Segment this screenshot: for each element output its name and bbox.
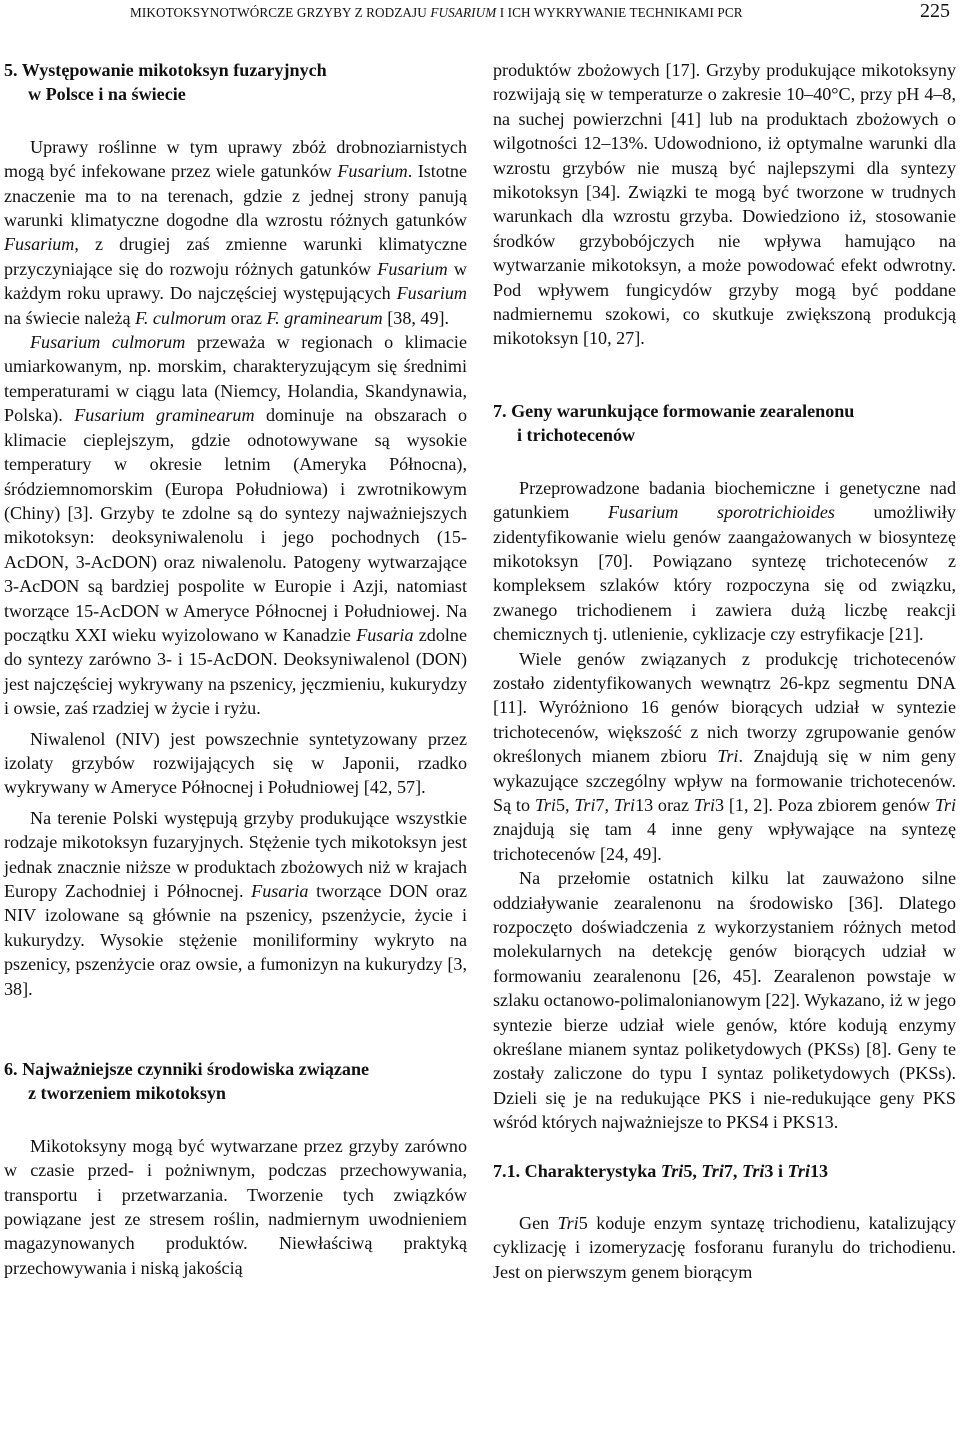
page-number: 225 (920, 0, 950, 22)
section-number: 5. (4, 60, 18, 80)
section-title-line: Najważniejsze czynniki środowiska związane (22, 1059, 370, 1080)
section-6-heading (4, 1057, 467, 1106)
section-number: 7.1. (493, 1160, 521, 1181)
running-title-part: I ICH WYKRYWANIE TECHNIKAMI PCR (496, 5, 743, 20)
section-title-line: Geny warunkujące formowanie zearalenonu (511, 400, 855, 421)
paragraph: Przeprowadzone badania biochemiczne i genetyczne nad gatunkiem Fusarium sporotrichioides umożliwiły zidentyfikowanie wielu genów zaangażowanych w biosyntezę mikotoksyn [70]. Powiązano syntezę trichotecenów z kompleksem szlaków który rozpoczyna się od związku, zwanego trichodienem i zawiera dużą liczbę reakcji chemicznych tj. utlenienie, cyklizacje czy estryfikacje [21]. (493, 477, 956, 645)
paragraph: Gen Tri5 koduje enzym syntazę trichodienu, katalizujący cyklizację i izomeryzację fosforanu furanylu do trichodienu. Jest on pierwszym genem biorącym (493, 1213, 956, 1282)
section-title-line: i trichotecenów (517, 425, 636, 446)
section-title-line: z tworzeniem mikotoksyn (28, 1083, 226, 1104)
paragraph: Mikotoksyny mogą być wytwarzane przez grzyby zarówno w czasie przed- i pożniwnym, podczas przechowywania, transportu i przetwarzania. Tworzenie tych związków powiązane jest ze stresem roślin, nadmiernym uwodnieniem magazynowanych produktów. Niewłaściwą praktyką przechowywania i niską jakością (4, 1135, 467, 1278)
running-title (130, 5, 743, 21)
section-title-line: Występowanie mikotoksyn fuzaryjnych (21, 60, 327, 80)
paragraph: Na przełomie ostatnich kilku lat zauważono silne oddziaływanie zearalenonu na środowisko [36]. Dlatego rozpoczęto doświadczenia z wykorzystaniem różnych metod molekularnych na detekcję genów biorących udział w formowaniu zearalenonu [26, 45]. Zearalenon powstaje w szlaku octanowo-polimalonianowym [22]. Wykazano, iż w jego syntezie bierze udział wiele genów, które kodują enzymy określane mianem syntaz poliketydowych (PKSs) [8]. Geny te zostały zaliczone do typu I syntaz poliketydowych (PKSs). Dzieli się je na redukujące PKS i nie-redukujące geny PKS wśród których najważniejsze to PKS4 i PKS13. (493, 868, 956, 1133)
paragraph: Uprawy roślinne w tym uprawy zbóż drobnoziarnistych mogą być infekowane przez wiele gatunków Fusarium. Istotne znaczenie ma to na terenach, gdzie z jednej strony panują warunki klimatyczne dogodne dla wzrostu różnych gatunków Fusarium, z drugiej zaś zmienne warunki klimatyczne przyczyniające się do rozwoju różnych gatunków Fusarium w każdym roku uprawy. Do najczęściej występujących Fusarium na świecie należą F. culmorum oraz F. graminearum [38, 49]. (4, 136, 468, 328)
section-7-1-heading: 7.1. Charakterystyka Tri5, Tri7, Tri3 i Tri13 (493, 1160, 829, 1181)
paragraph: Wiele genów związanych z produkcję trichotecenów zostało zidentyfikowanych wewnątrz 26-kpz segmentu DNA [11]. Wyróżniono 16 genów biorących udział w syntezie trichotecenów, większość z nich tworzy zgrupowanie genów określonych mianem zbioru Tri. Znajdują się w nim geny wykazujące szczególny wpływ na formowanie trichotecenów. Są to Tri5, Tri7, Tri13 oraz Tri3 [1, 2]. Poza zbiorem genów Tri znajdują się tam 4 inne geny wpływające na syntezę trichotecenów [24, 49]. (493, 648, 957, 864)
section-number: 6. (4, 1059, 18, 1080)
section-7-heading (493, 399, 956, 448)
left-column (4, 58, 467, 1280)
running-title-italic: FUSARIUM (430, 5, 497, 20)
section-5-heading (4, 58, 467, 107)
section-title-line: w Polsce i na świecie (28, 84, 186, 105)
paragraph: Na terenie Polski występują grzyby produkujące wszystkie rodzaje mikotoksyn fuzaryjnych. Stężenie tych mikotoksyn jest jednak znacznie niższe w produktach zbożowych niż w krajach Europy Zachodniej i Północnej. Fusaria tworzące DON oraz NIV izolowane są głównie na pszenicy, pszenżycie, życie i kukurydzy. Wysokie stężenie moniliforminy wykryto na pszenicy, pszenżycie oraz owsie, a fumonizyn na kukurydzy [3, 38]. (4, 807, 467, 999)
section-number: 7. (493, 400, 507, 421)
paragraph: Fusarium culmorum przeważa w regionach o klimacie umiarkowanym, np. morskim, charakteryzującym się średnimi temperaturami w ciągu lata (Niemcy, Holandia, Skandynawia, Polska). Fusarium graminearum dominuje na obszarach o klimacie cieplejszym, gdzie odnotowywane są wysokie temperatury w okresie letnim (Ameryka Północna), śródziemnomorskim (Europa Południowa) i zwrotnikowym (Chiny) [3]. Grzyby te zdolne są do syntezy najważniejszych mikotoksyn: deoksyniwalenolu i jego pochodnych (15-AcDON, 3-AcDON) oraz niwalenolu. Patogeny wytwarzające 3-AcDON są bardziej pospolite w Europie i Azji, natomiast tworzące 15-AcDON w Ameryce Północnej i Południowej. Na początku XXI wieku wyizolowano w Kanadzie Fusaria zdolne do syntezy zarówno 3- i 15-AcDON. Deoksyniwalenol (DON) jest najczęściej wykrywany na pszenicy, jęczmieniu, kukurydzy i owsie, zaś rzadziej w życie i ryżu. (4, 332, 468, 719)
running-title-part: MIKOTOKSYNOTWÓRCZE GRZYBY Z RODZAJU (130, 5, 431, 20)
paragraph: produktów zbożowych [17]. Grzyby produkujące mikotoksyny rozwijają się w temperaturze o zakresie 10–40°C, przy pH 4–8, na suchej powierzchni [41] lub na produktach zbożowych o wilgotności 12–13%. Udowodniono, iż optymalne warunki dla wzrostu grzybów nie muszą być najlepszymi dla syntezy mikotoksyn [34]. Związki te mogą być tworzone w trudnych warunkach dla wzrostu grzyba. Dowiedziono iż, stosowanie środków grzybobójczych nie wpływa hamująco na wytwarzanie mikotoksyn, a może powodować efekt odwrotny. Pod wpływem fungicydów grzyby mogą być poddane nadmiernemu szokowi, co skutkuje zwiększoną produkcją mikotoksyn [10, 27]. (493, 60, 956, 349)
paragraph: Niwalenol (NIV) jest powszechnie syntetyzowany przez izolaty grzybów rozwijających się w Japonii, rzadko wykrywany w Ameryce Północnej i Południowej [42, 57]. (4, 728, 467, 798)
right-column (493, 58, 956, 1284)
running-header (0, 0, 960, 30)
